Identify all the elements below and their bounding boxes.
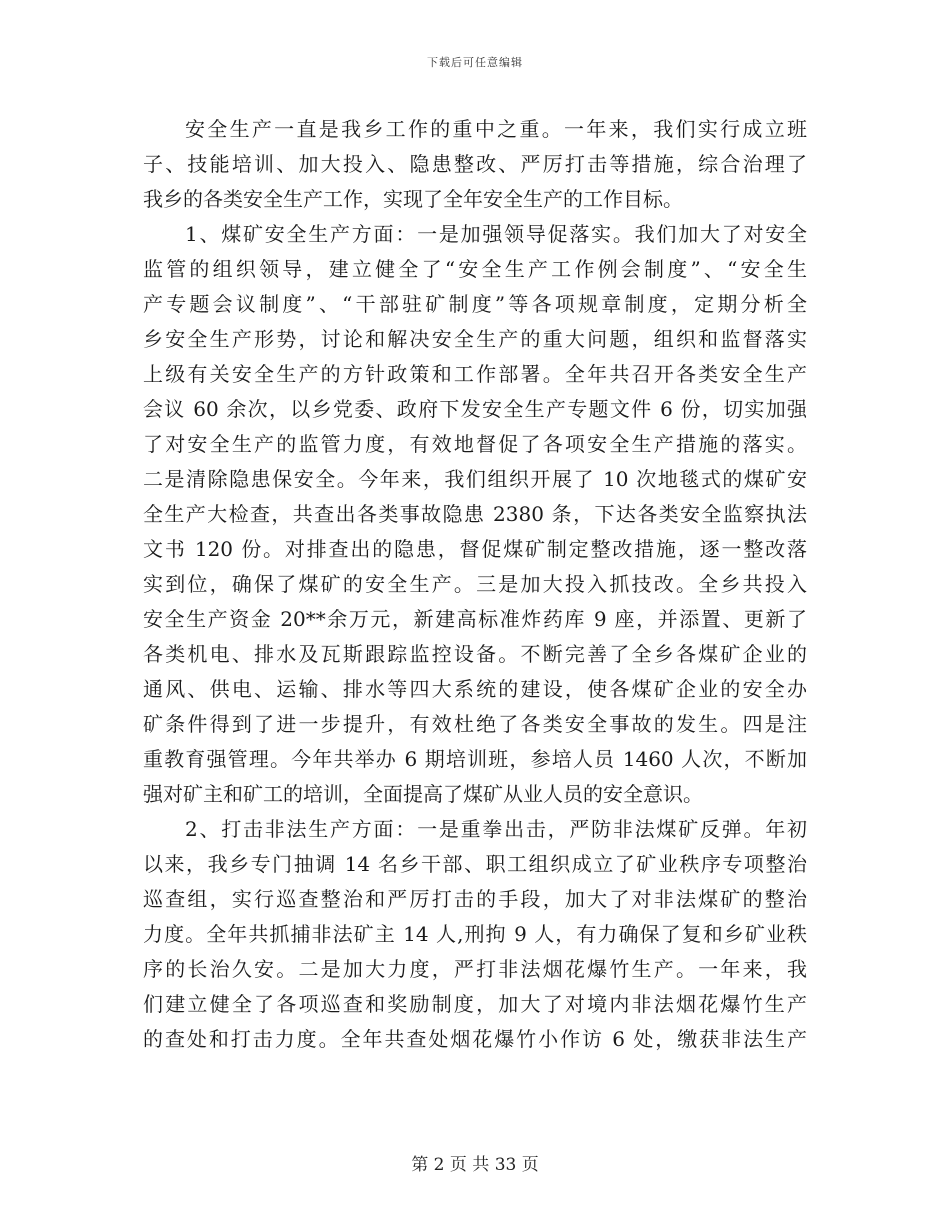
text-line: 实到位，确保了煤矿的安全生产。三是加大投入抓技改。全乡共投入	[143, 572, 807, 596]
text-line: 的查处和打击力度。全年共查处烟花爆竹小作访 6 处，缴获非法生产	[143, 1027, 807, 1051]
text-line: 安全生产一直是我乡工作的重中之重。一年来，我们实行成立班	[185, 117, 807, 141]
text-line: 序的长治久安。二是加大力度，严打非法烟花爆竹生产。一年来，我	[143, 957, 807, 981]
paragraph-3	[143, 812, 807, 1057]
text-line: 二是清除隐患保安全。今年来，我们组织开展了 10 次地毯式的煤矿安	[143, 467, 807, 491]
text-line: 1、煤矿安全生产方面：一是加强领导促落实。我们加大了对安全	[185, 222, 807, 246]
text-line: 文书 120 份。对排查出的隐患，督促煤矿制定整改措施，逐一整改落	[143, 537, 807, 561]
text-line: 通风、供电、运输、排水等四大系统的建设，使各煤矿企业的安全办	[143, 677, 807, 701]
text-line: 上级有关安全生产的方针政策和工作部署。全年共召开各类安全生产	[143, 362, 807, 386]
text-line: 安全生产资金 20**余万元，新建高标准炸药库 9 座，并添置、更新了	[143, 607, 807, 631]
page-header: 下载后可任意编辑	[427, 56, 523, 69]
text-line: 力度。全年共抓捕非法矿主 14 人,刑拘 9 人，有力确保了复和乡矿业秩	[143, 922, 807, 946]
text-line: 强对矿主和矿工的培训，全面提高了煤矿从业人员的安全意识。	[143, 782, 703, 806]
text-line: 子、技能培训、加大投入、隐患整改、严厉打击等措施，综合治理了	[143, 152, 807, 176]
document-body	[143, 112, 807, 1057]
text-line: 全生产大检查，共查出各类事故隐患 2380 条，下达各类安全监察执法	[143, 502, 807, 526]
text-line: 矿条件得到了进一步提升，有效杜绝了各类安全事故的发生。四是注	[143, 712, 807, 736]
text-line: 监管的组织领导，建立健全了“安全生产工作例会制度”、“安全生	[143, 257, 807, 281]
text-line: 以来，我乡专门抽调 14 名乡干部、职工组织成立了矿业秩序专项整治	[143, 852, 807, 876]
text-line: 产专题会议制度”、“干部驻矿制度”等各项规章制度，定期分析全	[143, 292, 807, 316]
paragraph-2	[143, 217, 807, 812]
text-line: 们建立健全了各项巡查和奖励制度，加大了对境内非法烟花爆竹生产	[143, 992, 807, 1016]
text-line: 乡安全生产形势，讨论和解决安全生产的重大问题，组织和监督落实	[143, 327, 807, 351]
page-footer: 第 2 页 共 33 页	[411, 1155, 539, 1175]
paragraph-1	[143, 112, 807, 217]
text-line: 会议 60 余次，以乡党委、政府下发安全生产专题文件 6 份，切实加强	[143, 397, 807, 421]
text-line: 巡查组，实行巡查整治和严厉打击的手段，加大了对非法煤矿的整治	[143, 887, 807, 911]
text-line: 2、打击非法生产方面：一是重拳出击，严防非法煤矿反弹。年初	[185, 817, 807, 841]
text-line: 各类机电、排水及瓦斯跟踪监控设备。不断完善了全乡各煤矿企业的	[143, 642, 807, 666]
text-line: 我乡的各类安全生产工作，实现了全年安全生产的工作目标。	[143, 187, 683, 211]
text-line: 了对安全生产的监管力度，有效地督促了各项安全生产措施的落实。	[143, 432, 807, 456]
text-line: 重教育强管理。今年共举办 6 期培训班，参培人员 1460 人次，不断加	[143, 747, 807, 771]
